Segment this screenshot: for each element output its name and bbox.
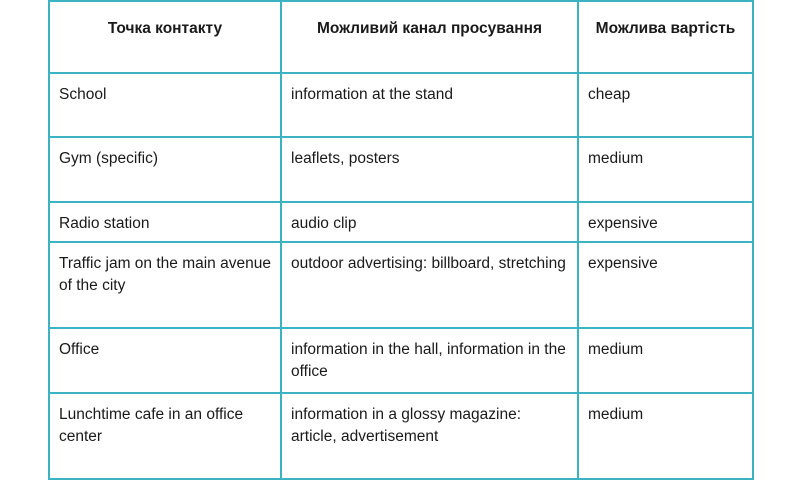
cell-contact-point: Traffic jam on the main avenue of the city (49, 242, 281, 328)
cell-possible-cost: medium (578, 393, 753, 479)
header-possible-cost: Можлива вартість (578, 1, 753, 73)
cell-promotion-channel: information in a glossy magazine: article, advertisement (281, 393, 578, 479)
cell-promotion-channel: information in the hall, information in the office (281, 328, 578, 393)
header-promotion-channel: Можливий канал просування (281, 1, 578, 73)
table-row (49, 202, 753, 242)
cell-promotion-channel: audio clip (281, 202, 578, 242)
cell-promotion-channel: leaflets, posters (281, 137, 578, 202)
table-row (49, 393, 753, 479)
cell-contact-point: Radio station (49, 202, 281, 242)
cell-possible-cost: medium (578, 137, 753, 202)
cell-contact-point: Office (49, 328, 281, 393)
table-row (49, 242, 753, 328)
header-contact-point: Точка контакту (49, 1, 281, 73)
table-header-row (49, 1, 753, 73)
table-row (49, 328, 753, 393)
cell-promotion-channel: information at the stand (281, 73, 578, 137)
promotion-channels-table-container (48, 0, 752, 480)
table-row (49, 73, 753, 137)
cell-possible-cost: expensive (578, 202, 753, 242)
table-row (49, 137, 753, 202)
cell-promotion-channel: outdoor advertising: billboard, stretching (281, 242, 578, 328)
cell-possible-cost: expensive (578, 242, 753, 328)
cell-possible-cost: cheap (578, 73, 753, 137)
cell-contact-point: School (49, 73, 281, 137)
cell-contact-point: Gym (specific) (49, 137, 281, 202)
cell-possible-cost: medium (578, 328, 753, 393)
cell-contact-point: Lunchtime cafe in an office center (49, 393, 281, 479)
promotion-channels-table (48, 0, 754, 480)
